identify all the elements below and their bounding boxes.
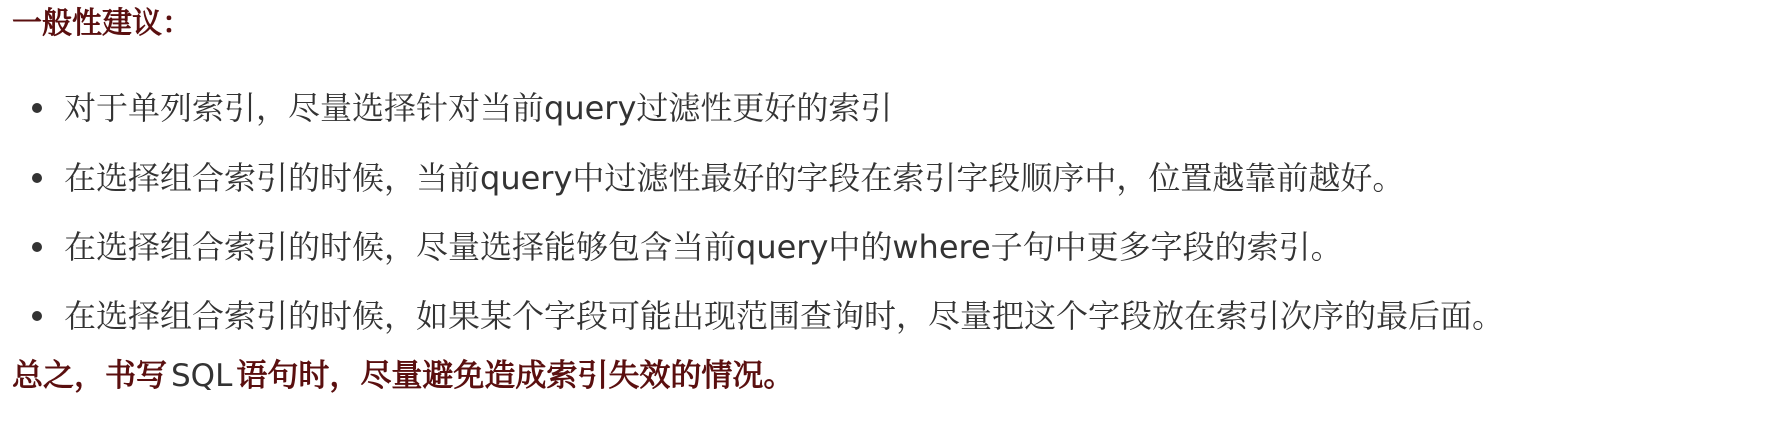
list-item (32, 78, 892, 138)
list-item-text: 在选择组合索引的时候，尽量选择能够包含当前query中的where子句中更多字段的索引。 (64, 228, 1343, 266)
list-item (32, 148, 1404, 208)
list-item-text: 在选择组合索引的时候，如果某个字段可能出现范围查询时，尽量把这个字段放在索引次序的最后面。 (64, 297, 1505, 335)
bullet-icon (32, 311, 42, 321)
list-item (32, 217, 1343, 277)
section-heading: 一般性建议： (12, 6, 192, 41)
conclusion-code: SQL (171, 358, 233, 394)
list-item-text: 在选择组合索引的时候，当前query中过滤性最好的字段在索引字段顺序中，位置越靠前越好。 (64, 159, 1405, 197)
list-item (32, 286, 1504, 346)
conclusion-prefix: 总之，书写 (12, 358, 167, 394)
conclusion-suffix: 语句时，尽量避免造成索引失效的情况。 (236, 358, 795, 394)
conclusion-text (12, 353, 794, 399)
bullet-icon (32, 103, 42, 113)
bullet-icon (32, 242, 42, 252)
bullet-icon (32, 173, 42, 183)
list-item-text: 对于单列索引，尽量选择针对当前query过滤性更好的索引 (64, 89, 893, 127)
